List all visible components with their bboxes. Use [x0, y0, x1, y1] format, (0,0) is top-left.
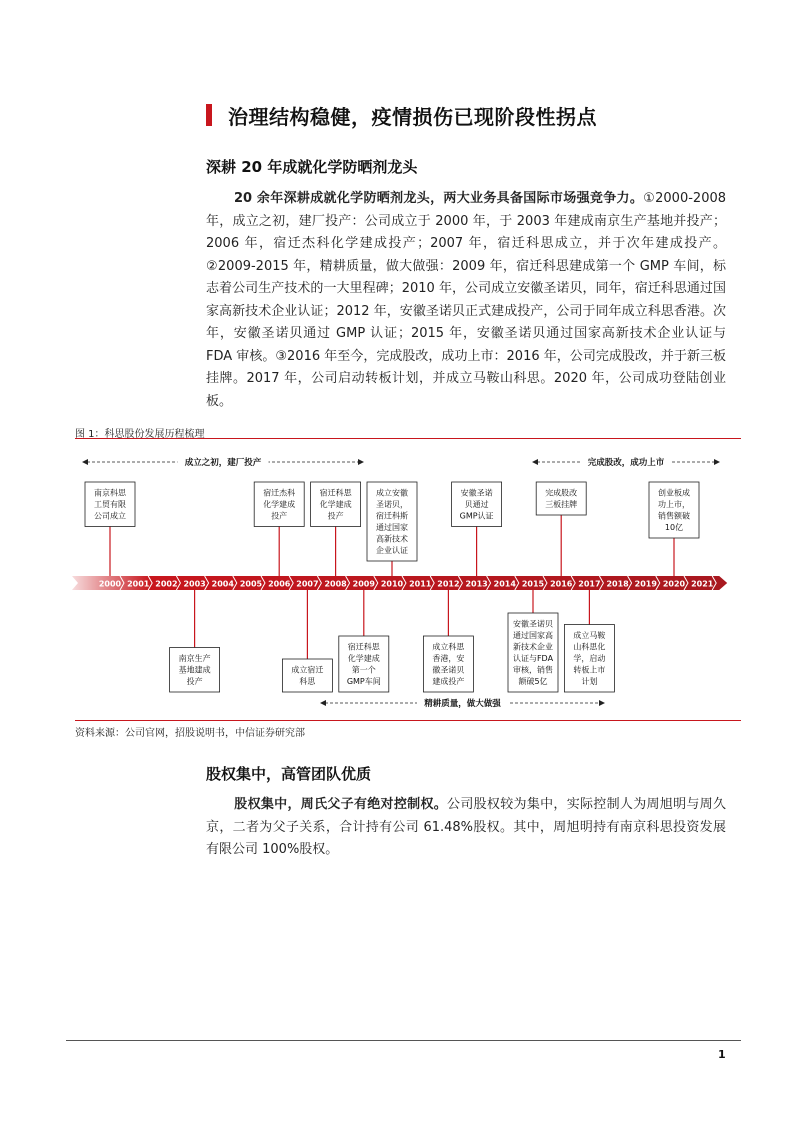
year-label: 2017 — [578, 579, 601, 589]
year-label: 2015 — [521, 579, 545, 589]
event-above — [254, 482, 304, 576]
year-label: 2000 — [98, 579, 122, 589]
event-text: 圣诺贝， — [376, 500, 408, 509]
year-label: 2020 — [662, 579, 686, 589]
phase-label: 完成股改，成功上市 — [587, 458, 665, 468]
event-text: 南京生产 — [178, 654, 211, 663]
year-label: 2013 — [465, 579, 488, 589]
event-text: 功上市， — [658, 500, 690, 509]
event-text: 成立马鞍 — [573, 631, 606, 640]
event-text: 山科思化 — [573, 642, 606, 652]
year-label: 2007 — [296, 579, 319, 589]
phase-late — [532, 455, 720, 469]
event-text: 三板挂牌 — [545, 500, 578, 509]
event-text: 化学建成 — [319, 500, 352, 509]
section-title — [206, 100, 597, 130]
event-text: 香港，安 — [432, 654, 465, 663]
year-label: 2011 — [409, 579, 432, 589]
event-above — [649, 482, 699, 576]
equity-paragraph — [206, 794, 726, 862]
subsection-title-equity: 股权集中，高管团队优质 — [206, 765, 372, 783]
event-text: 通过国家高 — [513, 631, 553, 640]
event-below — [423, 590, 473, 692]
event-text: 徽圣诺贝 — [432, 665, 465, 675]
history-paragraph — [206, 188, 726, 413]
year-label: 2009 — [352, 579, 375, 589]
event-above — [367, 482, 417, 576]
year-label: 2021 — [691, 579, 714, 589]
year-label: 2003 — [183, 579, 206, 589]
year-label: 2014 — [493, 579, 516, 589]
event-above — [452, 482, 502, 576]
year-label: 2001 — [127, 579, 150, 589]
phase-label: 精耕质量，做大做强 — [424, 699, 501, 709]
event-text: 投产 — [186, 677, 203, 686]
event-below — [282, 590, 332, 692]
event-below — [564, 590, 614, 692]
event-text: GMP车间 — [346, 677, 381, 686]
footer-rule — [66, 1040, 741, 1041]
event-text: 认证与FDA — [512, 654, 554, 663]
event-text: 成立宿迁 — [291, 665, 324, 675]
year-label: 2006 — [268, 579, 291, 589]
event-text: 审核，销售 — [513, 665, 553, 675]
event-text: 额破5亿 — [518, 677, 548, 686]
figure-bottom-rule — [75, 720, 741, 721]
equity-paragraph-body: 公司股权较为集中，实际控制人为周旭明与周久京，二者为父子关系，合计持有公司 61.48%股权。其中，周旭明持有南京科思投资发展有限公司 100%股权。 — [206, 797, 726, 857]
event-text: 建成投产 — [432, 677, 465, 686]
event-above — [85, 482, 135, 576]
event-text: 学，启动 — [573, 654, 606, 663]
event-text: 科思 — [299, 677, 316, 686]
event-box — [536, 482, 586, 515]
event-below — [170, 590, 220, 692]
event-text: 公司成立 — [94, 511, 126, 521]
phase-arrow-left — [532, 459, 538, 465]
event-text: GMP认证 — [459, 511, 494, 521]
event-box — [282, 659, 332, 692]
event-text: 成立安徽 — [376, 488, 408, 498]
figure-source: 资料来源：公司官网，招股说明书，中信证券研究部 — [75, 728, 305, 739]
phase-middle — [320, 696, 605, 710]
year-label: 2008 — [324, 579, 347, 589]
year-label: 2010 — [380, 579, 404, 589]
event-text: 计划 — [581, 677, 598, 686]
section-title-text: 治理结构稳健，疫情损伤已现阶段性拐点 — [228, 104, 597, 129]
event-text: 宿迁科思 — [319, 488, 352, 498]
year-label: 2005 — [239, 579, 263, 589]
event-text: 化学建成 — [347, 654, 380, 663]
event-below — [339, 590, 389, 692]
event-text: 企业认证 — [376, 546, 408, 555]
event-text: 成立科思 — [432, 642, 465, 652]
year-label: 2016 — [550, 579, 573, 589]
event-text: 投产 — [271, 511, 288, 521]
event-below — [508, 590, 558, 692]
phase-arrow-left — [82, 459, 88, 465]
event-text: 南京科思 — [94, 488, 126, 498]
event-text: 新技术企业 — [513, 642, 553, 652]
year-label: 2012 — [437, 579, 460, 589]
event-text: 化学建成 — [263, 500, 296, 509]
event-text: 宿迁杰科 — [263, 488, 296, 498]
phase-arrow-left — [320, 700, 326, 706]
event-text: 宿迁科斯 — [376, 511, 408, 521]
page-number: 1 — [718, 1048, 726, 1061]
event-text: 转板上市 — [573, 665, 606, 675]
event-text: 通过国家 — [376, 523, 408, 532]
event-text: 第一个 — [351, 665, 376, 675]
year-label: 2004 — [211, 579, 234, 589]
event-text: 工贸有限 — [94, 500, 126, 509]
section-marker — [206, 104, 212, 126]
year-label: 2002 — [155, 579, 178, 589]
history-paragraph-lead: 20 余年深耕成就化学防晒剂龙头，两大业务具备国际市场强竞争力。 — [234, 191, 644, 206]
phase-arrow-right — [358, 459, 364, 465]
year-label: 2019 — [634, 579, 657, 589]
phase-label: 成立之初，建厂投产 — [184, 458, 262, 468]
year-label: 2018 — [606, 579, 629, 589]
event-text: 完成股改 — [545, 488, 578, 498]
phase-arrow-right — [714, 459, 720, 465]
event-text: 基地建成 — [178, 665, 211, 675]
timeline-figure — [0, 438, 793, 738]
history-paragraph-body: ①2000-2008 年，成立之初，建厂投产：公司成立于 2000 年，于 2003 年建成南京生产基地并投产；2006 年，宿迁杰科化学建成投产；2007 年，宿迁科思成立，并于次年建成投产。②2009-2015 年，精耕质量，做大做强：2009 年，宿迁科思建成第一个 GMP 车间，标志着公司生产技术的一大里程碑；2010 年，公司成立安徽圣诺贝，同年，宿迁科思通过国家高新技术企业认证；2012 年，安徽圣诺贝正式建成投产，公司于同年成立科思香港。次年，安徽圣诺贝通过 GMP 认证；2015 年，安徽圣诺贝通过国家高新技术企业认证与 FDA 审核。③2016 年至今，完成股改，成功上市：2016 年，公司完成股改，并于新三板挂牌。2017 年，公司启动转板计划，并成立马鞍山科思。2020 年，公司成功登陆创业板。 — [206, 191, 727, 409]
subsection-title-history: 深耕 20 年成就化学防晒剂龙头 — [206, 158, 418, 176]
event-text: 安徽圣诺贝 — [513, 619, 553, 629]
phase-early — [82, 455, 364, 469]
equity-paragraph-lead: 股权集中，周氏父子有绝对控制权。 — [234, 797, 448, 812]
event-text: 销售额破 — [658, 511, 690, 521]
event-text: 创业板成 — [658, 488, 690, 498]
event-text: 高新技术 — [376, 534, 408, 544]
event-text: 投产 — [327, 511, 344, 521]
event-text: 贝通过 — [464, 500, 489, 509]
event-above — [311, 482, 361, 576]
event-above — [536, 482, 586, 576]
phase-arrow-right — [599, 700, 605, 706]
event-text: 安徽圣诺 — [460, 488, 493, 498]
event-text: 10亿 — [664, 523, 684, 532]
figure-caption: 图 1：科思股份发展历程梳理 — [75, 429, 205, 440]
event-text: 宿迁科思 — [347, 642, 380, 652]
